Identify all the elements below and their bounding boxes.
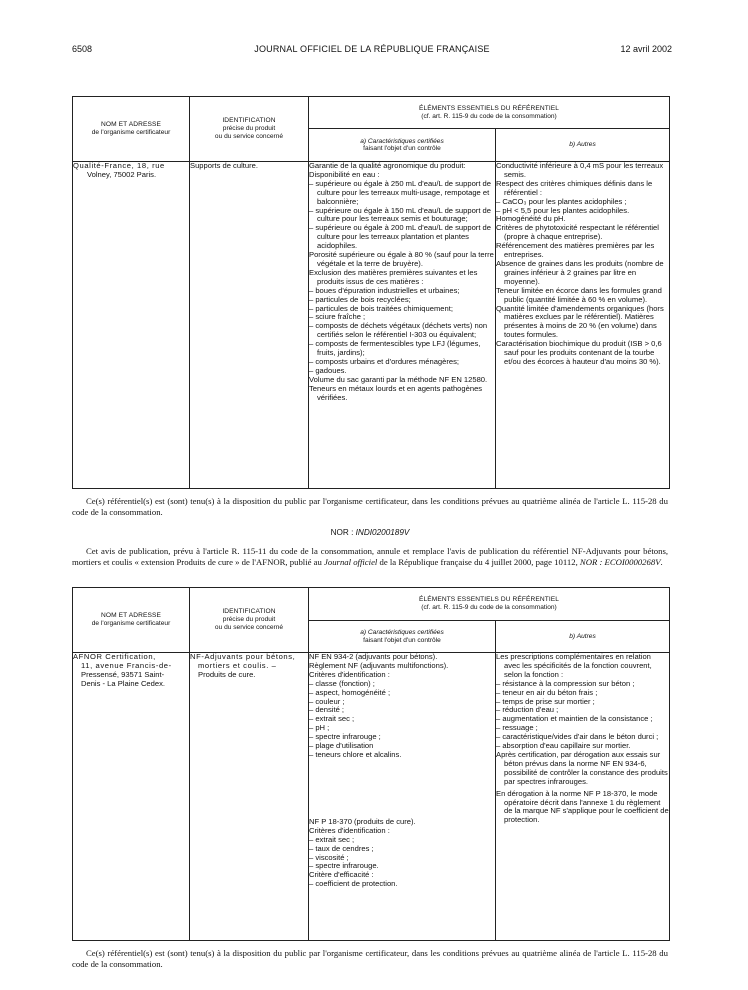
list-item: – coefficient de protection. [309,879,398,889]
cell-autres [496,162,670,489]
list-item: NF EN 934-2 (adjuvants pour bétons). [309,652,438,661]
page-header [72,44,672,58]
list-item: Quantité limitée d'amendements organiques (hors matières exclues par le référentiel). Matières présentes à moins de 20 % (en volume) dans toutes formules. [496,303,664,340]
page-number: 6508 [72,44,93,54]
block-nf-p-18-370 [309,818,495,889]
list-item: – taux de cendres ; [309,843,374,853]
list-item: Critères d'identification : [309,669,390,679]
header-sub-b: b) Autres [496,129,670,162]
header-sub-a: a) Caractéristiques certifiées faisant l'objet d'un contrôle [309,621,496,653]
list-item: Caractérisation biochimique du produit (ISB > 0,6 sauf pour les produits contenant de la tourbe et/ou des écorces à hauteur d'au moins 30 %). [496,339,662,366]
list-item: – résistance à la compression sur béton ; [496,678,635,688]
list-item: – aspect, homogénéité ; [309,687,391,697]
list-item: – réduction d'eau ; [496,705,559,715]
publication-date: 12 avril 2002 [620,44,672,54]
list-item: – gadoues. [309,365,347,375]
paragraph-disposition-2: Ce(s) référentiel(s) est (sont) tenu(s) à la disposition du public par l'organisme certificateur, dans les conditions prévues au quatrième alinéa de l'article L. 115-28 du code de la consommation. [72,948,668,969]
list-item: Référencement des matières premières par les entreprises. [496,241,655,260]
list-item: – sciure fraîche ; [309,312,366,322]
list-item: – temps de prise sur mortier ; [496,696,595,706]
list-item: – absorption d'eau capillaire sur mortier. [496,741,631,751]
cell-organisme: AFNOR Certification, 11, avenue Francis-de- Pressensé, 93571 Saint- Denis - La Plaine Cedex. [73,653,190,941]
list-item: – CaCO₃ pour les plantes acidophiles ; [496,196,627,206]
header-elements: ÉLÉMENTS ESSENTIELS DU RÉFÉRENTIEL (cf. art. R. 115-9 du code de la consommation) [309,588,670,621]
list-item: – boues d'épuration industrielles et urbaines; [309,285,460,295]
list-item: Porosité supérieure ou égale à 80 % (sauf pour la terre végétale et la terre de bruyère). [309,250,494,268]
paragraph-avis: Cet avis de publication, prévu à l'article R. 115-11 du code de la consommation, annule et remplace l'avis de publication du référentiel NF-Adjuvants pour bétons, mortiers et coulis « extension Produits de cure » de l'AFNOR, publié au Journal officiel de la République française du 4 juillet 2000, page 10112, NOR : ECOI0000268V. [72,546,668,567]
list-item: – couleur ; [309,696,345,706]
list-item: Volume du sac garanti par la méthode NF EN 12580. [309,374,488,384]
list-item: Critères d'identification : [309,825,390,835]
list-item: En dérogation à la norme NF P 18-370, le mode opératoire décrit dans l'annexe 1 du règlement de la marque NF s'applique pour le coefficient de protection. [496,788,669,825]
list-item: – supérieure ou égale à 200 mL d'eau/L de support de culture pour les terreaux plantation et plantes acidophiles. [309,223,492,251]
list-item: Absence de graines dans les produits (nombre de graines inférieur à 2 graines par litre en moyenne). [496,258,664,286]
list-item: – composts de déchets végétaux (déchets verts) non certifiés selon le référentiel I-303 ou équivalent; [309,321,488,340]
list-item: – particules de bois traitées chimiquement; [309,303,453,313]
referentiel-table-2 [72,587,670,941]
list-item: – caractéristique/vides d'air dans le béton durci ; [496,732,659,742]
referentiel-table-1 [72,96,670,489]
list-item: – teneurs chlore et alcalins. [309,749,402,759]
nor-reference: NOR : INDI0200189V [330,528,410,537]
header-sub-b: b) Autres [496,621,670,653]
list-item: – composts urbains et d'ordures ménagères; [309,356,460,366]
list-item: – pH < 5,5 pour les plantes acidophiles. [496,205,630,215]
list-item: – supérieure ou égale à 150 mL d'eau/L de support de culture pour les terreaux semis et bouturage; [309,205,492,224]
list-item: Garantie de la qualité agronomique du produit: [309,161,466,170]
list-item: Homogénéité du pH. [496,214,566,224]
list-item: – spectre infrarouge. [309,861,379,871]
list-item: – spectre infrarouge ; [309,732,381,742]
list-item: – ressuage ; [496,723,538,733]
list-item: NF P 18-370 (produits de cure). [309,816,416,826]
list-item: – teneur en air du béton frais ; [496,687,598,697]
block-derogation [496,790,669,826]
header-identification: IDENTIFICATION précise du produit ou du service concerné [190,97,309,162]
list-item: – classe (fonction) ; [309,678,375,688]
header-elements: ÉLÉMENTS ESSENTIELS DU RÉFÉRENTIEL (cf. art. R. 115-9 du code de la consommation) [309,97,670,129]
cell-identification: Supports de culture. [190,162,309,489]
cell-organisme: Qualité-France, 18, rue Volney, 75002 Paris. [73,162,190,489]
block-nf-en-934-2 [309,653,495,760]
list-item: Après certification, par dérogation aux essais sur béton prévus dans la norme NF EN 934-6, possibilité de contrôler la constance des produits par spectres infrarouges. [496,749,668,786]
journal-title: JOURNAL OFFICIEL DE LA RÉPUBLIQUE FRANÇAISE [254,44,490,54]
list-item: Respect des critères chimiques définis dans le référentiel : [496,178,653,197]
header-identification: IDENTIFICATION précise du produit ou du service concerné [190,588,309,653]
header-organisme: NOM ET ADRESSE de l'organisme certificateur [73,588,190,653]
list-item: – plage d'utilisation [309,741,374,751]
list-item: Conductivité inférieure à 0,4 mS pour les terreaux semis. [496,161,664,179]
list-item: – pH ; [309,723,330,733]
list-item: – particules de bois recyclées; [309,294,411,304]
paragraph-disposition-1: Ce(s) référentiel(s) est (sont) tenu(s) à la disposition du public par l'organisme certificateur, dans les conditions prévues au quatrième alinéa de l'article L. 115-28 du code de la consommation. [72,496,668,517]
list-item: – supérieure ou égale à 250 mL d'eau/L de support de culture pour les terreaux multi-usage, rempotage et balconnière; [309,178,492,206]
list-item: Critères de phytotoxicité respectant le référentiel (propre à chaque entreprise). [496,223,659,242]
list-item: Teneur limitée en écorce dans les formules grand public (quantité limitée à 60 % en volume). [496,285,662,304]
cell-caracteristiques [309,162,496,489]
cell-identification: NF-Adjuvants pour bétons, mortiers et coulis. – Produits de cure. [190,653,309,941]
list-item: Disponibilité en eau : [309,169,380,179]
list-item: Exclusion des matières premières suivantes et les produits issus de ces matières : [309,267,478,286]
list-item: – extrait sec ; [309,834,355,844]
cell-caracteristiques [309,653,496,941]
list-item: – composts de fermentescibles type LFJ (légumes, fruits, jardins); [309,339,481,358]
list-item: – augmentation et maintien de la consistance ; [496,714,653,724]
list-item: Teneurs en métaux lourds et en agents pathogènes vérifiées. [309,383,483,402]
list-item: – viscosité ; [309,852,349,862]
header-sub-a: a) Caractéristiques certifiées faisant l'objet d'un contrôle [309,129,496,162]
list-item: Règlement NF (adjuvants multifonctions). [309,660,449,670]
cell-autres [496,653,670,941]
list-item: – extrait sec ; [309,714,355,724]
list-item: Critère d'efficacité : [309,870,374,880]
list-item: Les prescriptions complémentaires en relation avec les spécificités de la fonction couvrent, selon la fonction : [496,652,652,679]
list-item: – densité ; [309,705,345,715]
block-prescriptions [496,653,669,787]
header-organisme: NOM ET ADRESSE de l'organisme certificateur [73,97,190,162]
